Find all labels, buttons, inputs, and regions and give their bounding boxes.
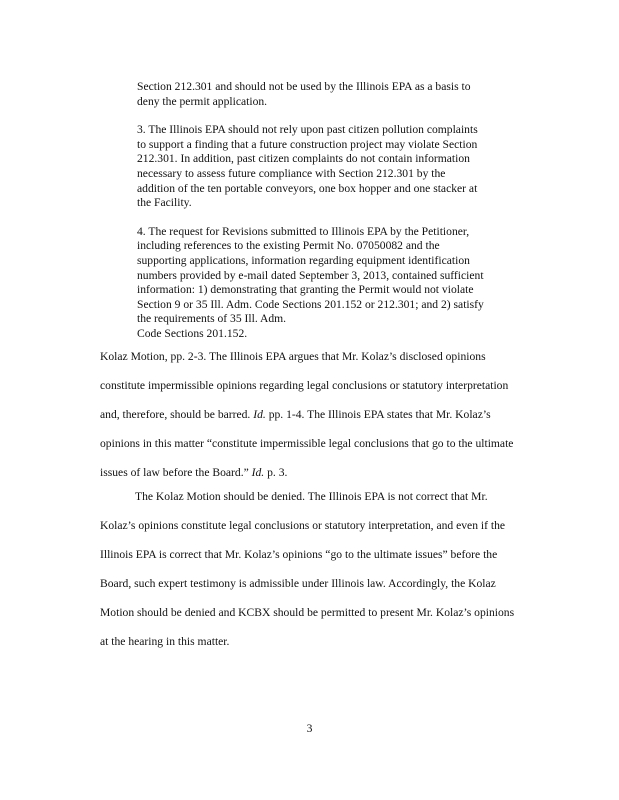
quote-line: 3. The Illinois EPA should not rely upon past citizen pollution complaints bbox=[137, 123, 478, 137]
body-text-run: pp. 1-4. The Illinois EPA states that Mr. Kolaz’s bbox=[265, 408, 491, 421]
quote-line: including references to the existing Permit No. 07050082 and the bbox=[137, 239, 440, 253]
quote-line: the Facility. bbox=[137, 196, 192, 210]
body-line: Motion should be denied and KCBX should be permitted to present Mr. Kolaz’s opinions bbox=[100, 606, 515, 619]
citation: Id. bbox=[253, 408, 266, 421]
body-text-run: issues of law before the Board.” bbox=[100, 466, 252, 479]
body-line: Board, such expert testimony is admissible under Illinois law. Accordingly, the Kolaz bbox=[100, 577, 496, 590]
quote-line: necessary to assess future compliance with Section 212.301 by the bbox=[137, 166, 446, 180]
body-line: constitute impermissible opinions regarding legal conclusions or statutory interpretation bbox=[100, 379, 509, 392]
quote-line: deny the permit application. bbox=[137, 94, 268, 108]
body-line: The Kolaz Motion should be denied. The Illinois EPA is not correct that Mr. bbox=[135, 490, 488, 503]
quote-paragraph bbox=[137, 225, 497, 342]
quote-paragraph bbox=[137, 123, 497, 211]
block-quote bbox=[137, 80, 497, 356]
quote-line: the requirements of 35 Ill. Adm. bbox=[137, 312, 287, 326]
body-text-run: p. 3. bbox=[264, 466, 288, 479]
quote-line: Code Sections 201.152. bbox=[137, 326, 248, 340]
quote-line: 212.301. In addition, past citizen complaints do not contain information bbox=[137, 152, 470, 166]
page-number: 3 bbox=[306, 722, 313, 735]
quote-line: numbers provided by e-mail dated September 3, 2013, contained sufficient bbox=[137, 268, 484, 282]
body-line: at the hearing in this matter. bbox=[100, 635, 230, 648]
body-line: opinions in this matter “constitute impermissible legal conclusions that go to the ultimate bbox=[100, 437, 514, 450]
body-line: Illinois EPA is correct that Mr. Kolaz’s opinions “go to the ultimate issues” before the bbox=[100, 548, 498, 561]
body-paragraph-2 bbox=[100, 490, 525, 664]
quote-line: supporting applications, information regarding equipment identification bbox=[137, 253, 470, 267]
quote-line: to support a finding that a future construction project may violate Section bbox=[137, 137, 478, 151]
body-paragraph-1 bbox=[100, 350, 525, 495]
quote-paragraph bbox=[137, 80, 497, 109]
quote-line: 4. The request for Revisions submitted to Illinois EPA by the Petitioner, bbox=[137, 224, 470, 238]
quote-line: Section 9 or 35 Ill. Adm. Code Sections 201.152 or 212.301; and 2) satisfy bbox=[137, 297, 484, 311]
quote-line: addition of the ten portable conveyors, one box hopper and one stacker at bbox=[137, 181, 478, 195]
body-line: Kolaz Motion, pp. 2-3. The Illinois EPA argues that Mr. Kolaz’s disclosed opinions bbox=[100, 350, 486, 363]
body-line: Kolaz’s opinions constitute legal conclusions or statutory interpretation, and even if the bbox=[100, 519, 506, 532]
quote-line: information: 1) demonstrating that granting the Permit would not violate bbox=[137, 283, 474, 297]
body-text-run: and, therefore, should be barred. bbox=[100, 408, 254, 421]
quote-line: Section 212.301 and should not be used by the Illinois EPA as a basis to bbox=[137, 80, 471, 93]
citation: Id. bbox=[251, 466, 265, 479]
body-line bbox=[100, 408, 525, 437]
